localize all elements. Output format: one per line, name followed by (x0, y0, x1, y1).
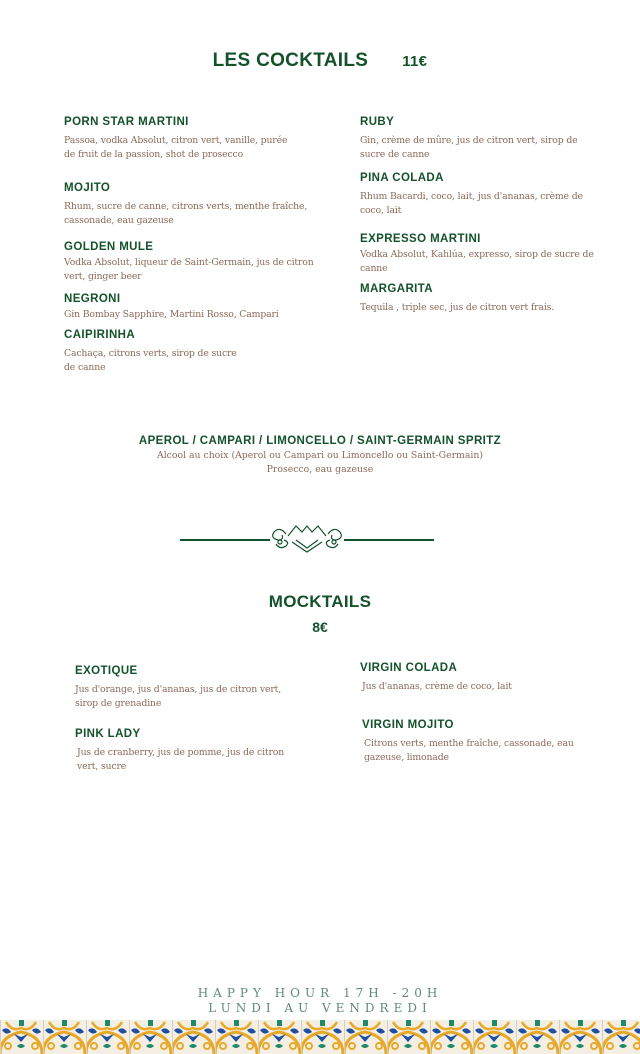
item-name: EXPRESSO MARTINI (360, 233, 481, 245)
item-name: VIRGIN MOJITO (362, 719, 454, 731)
item-name: PINK LADY (75, 728, 141, 740)
item-name: MOJITO (64, 182, 111, 194)
item-description: Tequila , triple sec, jus de citron vert frais. (360, 302, 555, 313)
item-description: Jus d'ananas, crème de coco, lait (362, 681, 512, 692)
item-name: APEROL / CAMPARI / LIMONCELLO / SAINT-GERMAIN SPRITZ (138, 435, 502, 447)
menu-item-pink-lady (75, 727, 284, 774)
item-name: GOLDEN MULE (64, 241, 154, 253)
item-description: Rhum Bacardi, coco, lait, jus d'ananas, crème de coco, lait (360, 191, 583, 216)
happy-hour-times: HAPPY HOUR 17H -20H (197, 986, 443, 1000)
item-name: MARGARITA (360, 283, 434, 295)
happy-hour-days: LUNDI AU VENDREDI (208, 1001, 432, 1015)
cocktails-title-text: LES COCKTAILS (212, 50, 369, 71)
cocktails-title (0, 50, 640, 72)
ornamental-flourish-icon (180, 520, 434, 554)
menu-item-virgin-mojito (362, 718, 574, 765)
item-name: PINA COLADA (360, 172, 444, 184)
item-description: Passoa, vodka Absolut, citron vert, vanille, purée de fruit de la passion, shot de prosecco (64, 135, 288, 160)
menu-item-porn-star-martini (64, 115, 287, 162)
item-name: RUBY (360, 116, 395, 128)
cocktails-price: 11€ (402, 53, 428, 70)
item-description: Jus de cranberry, jus de pomme, jus de citron vert, sucre (77, 747, 285, 772)
menu-item-virgin-colada (360, 661, 512, 694)
item-description: Vodka Absolut, liqueur de Saint-Germain, jus de citron vert, ginger beer (64, 257, 314, 282)
item-name: PORN STAR MARTINI (64, 116, 189, 128)
item-description: Vodka Absolut, Kahlúa, expresso, sirop de sucre de canne (360, 249, 594, 274)
menu-item-mojito (64, 181, 307, 228)
item-description: Gin, crème de mûre, jus de citron vert, sirop de sucre de canne (360, 135, 578, 160)
item-name: NEGRONI (64, 293, 121, 305)
menu-item-margarita (360, 282, 554, 315)
menu-item-caipirinha (64, 328, 237, 375)
item-description: Cachaça, citrons verts, sirop de sucre de canne (64, 348, 237, 373)
mocktails-title: MOCKTAILS (268, 592, 372, 611)
menu-item-spritz (0, 435, 640, 477)
menu-item-pina-colada (360, 171, 583, 218)
happy-hour-banner (0, 986, 640, 1016)
mocktails-price: 8€ (312, 619, 328, 635)
item-description: Jus d'orange, jus d'ananas, jus de citron vert, sirop de grenadine (75, 684, 282, 709)
menu-item-golden-mule (64, 240, 314, 284)
item-name: EXOTIQUE (75, 665, 138, 677)
menu-item-expresso-martini (360, 232, 594, 276)
item-name: VIRGIN COLADA (360, 662, 458, 674)
decorative-tile-border-icon (0, 1020, 640, 1054)
menu-item-ruby (360, 115, 578, 162)
item-description: Rhum, sucre de canne, citrons verts, menthe fraîche, cassonade, eau gazeuse (64, 201, 308, 226)
item-description: Gin Bombay Sapphire, Martini Rosso, Campari (64, 309, 279, 320)
menu-item-negroni (64, 292, 279, 322)
item-description: Alcool au choix (Aperol ou Campari ou Limoncello ou Saint-Germain) Prosecco, eau gazeuse (156, 450, 483, 475)
item-name: CAIPIRINHA (64, 329, 136, 341)
menu-item-exotique (75, 664, 281, 711)
item-description: Citrons verts, menthe fraîche, cassonade, eau gazeuse, limonade (364, 738, 574, 763)
